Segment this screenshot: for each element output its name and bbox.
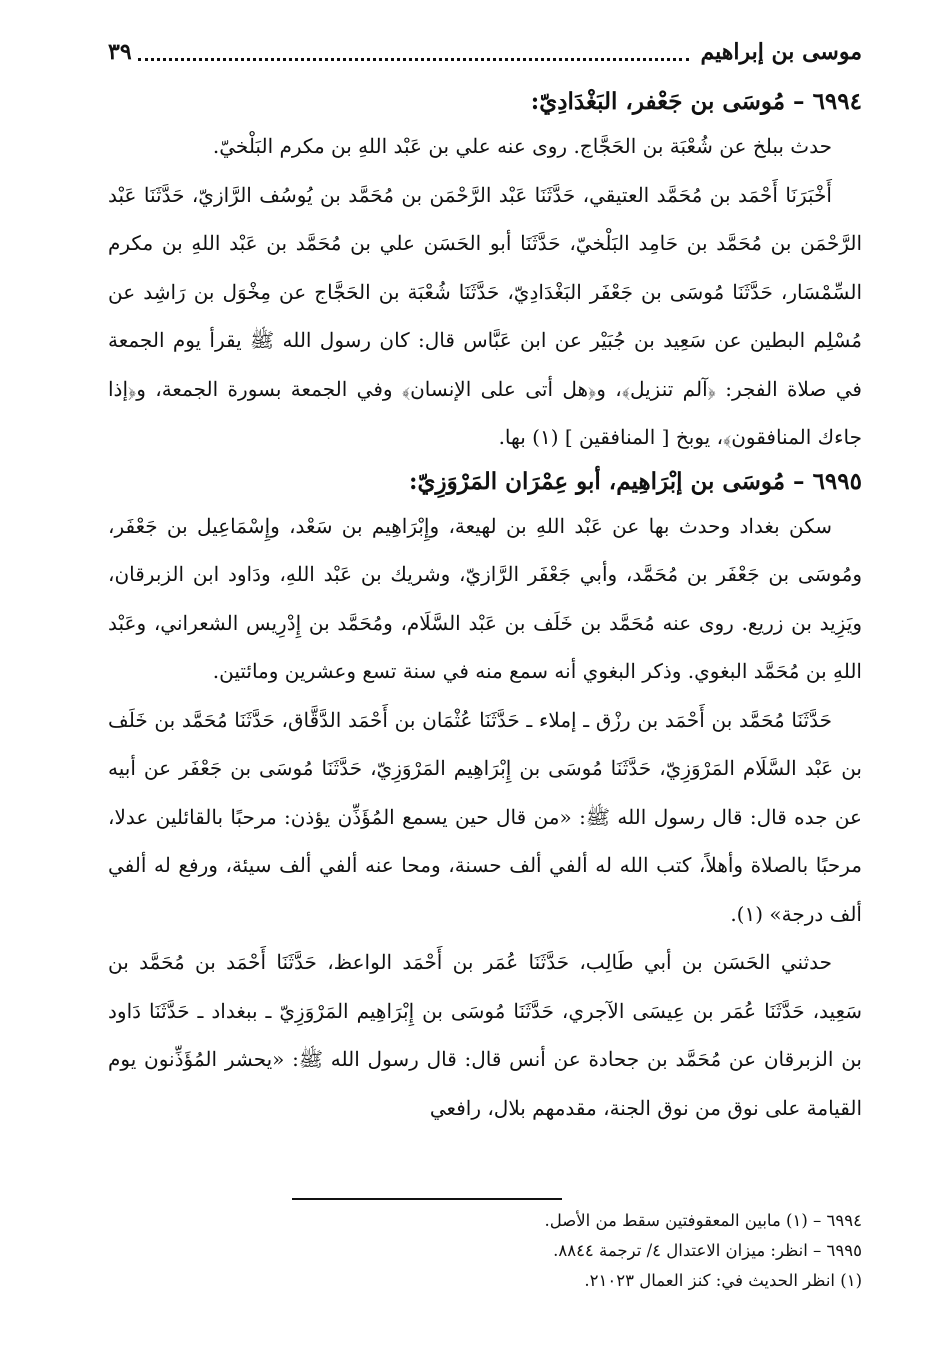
entry-6995-paragraph: سكن بغداد وحدث بها عن عَبْد اللهِ بن لهيعة، وإِبْرَاهِيم بن سَعْد، وإِسْمَاعِيل بن جَعْفَر، ومُوسَى بن جَعْفَر بن مُحَمَّد، وأبي جَعْفَر الرَّازيّ، وشريك بن عَبْد اللهِ، ودَاود ابن الزبرقان، ويَزِيد بن زريع. روى عنه مُحَمَّد بن خَلَف بن عَبْد السَّلَام، ومُحَمَّد بن إِدْرِيس الشعراني، وعَبْد اللهِ بن مُحَمَّد البغوي. وذكر البغوي أنه سمع منه في سنة تسع وعشرين ومائتين. <box>108 513 862 683</box>
footnote-separator <box>292 1198 562 1200</box>
running-header <box>108 36 862 68</box>
entry-6995-paragraph: حدثني الحَسَن بن أبي طَالِب، حَدَّثَنَا عُمَر بن أَحْمَد الواعظ، حَدَّثَنَا أَحْمَد بن مُحَمَّد بن سَعِيد، حَدَّثَنَا عُمَر بن عِيسَى الآجري، حَدَّثَنَا مُوسَى بن إِبْرَاهِيم المَرْوَزِيّ ـ ببغداد ـ حَدَّثَنَا دَاود بن الزبرقان عن مُحَمَّد بن جحادة عن أنس قال: قال رسول الله ﷺ: «يحشر المُؤَذِّنون يوم القيامة على نوق من نوق الجنة، مقدمهم بلال، رافعي <box>108 950 862 1120</box>
entry-6995-paragraph: حَدَّثَنَا مُحَمَّد بن أَحْمَد بن رزْق ـ إملاء ـ حَدَّثَنَا عُثْمَان بن أَحْمَد الدَّقَّاق، حَدَّثَنَا مُحَمَّد بن خَلَف بن عَبْد السَّلَام المَرْوَزِيّ، حَدَّثَنَا مُوسَى بن إِبْرَاهِيم المَرْوَزِيّ، حَدَّثَنَا مُوسَى بن جَعْفَر عن أبيه عن جده قال: قال رسول الله ﷺ: «من قال حين يسمع المُؤَذِّن يؤذن: مرحبًا بالقائلين عدلا، مرحبًا بالصلاة وأهلاً، كتب الله له ألفي ألف حسنة، ومحا عنه ألفي ألف سيئة، ورفع له ألفي ألف درجة» (١). <box>108 707 862 926</box>
entry-6994-paragraph: أَخْبَرَنَا أَحْمَد بن مُحَمَّد العتيقي، حَدَّثَنَا عَبْد الرَّحْمَن بن مُحَمَّد بن يُوسُف الرَّازيّ، حَدَّثَنَا عَبْد الرَّحْمَن بن مُحَمَّد بن حَامِد البَلْخيّ، حَدَّثَنَا أبو الحَسَن علي بن مُحَمَّد بن عَبْد اللهِ بن مكرم السِّمْسَار، حَدَّثَنَا مُوسَى بن جَعْفَر البَغْدَادِيّ، حَدَّثَنَا شُعْبَة بن الحَجَّاج عن مِخْوَل بن رَاشِد عن مُسْلِم البطين عن سَعِيد بن جُبَيْر عن ابن عَبَّاس قال: كان رسول الله ﷺ يقرأ يوم الجمعة في صلاة الفجر: ﴿آلم تنزيل﴾، و﴿هل أتى على الإنسان﴾ وفي الجمعة بسورة الجمعة، و﴿إذا جاءك المنافقون﴾، يوبخ [ المنافقين ] (١) بها. <box>108 182 863 449</box>
page-body <box>108 82 862 1132</box>
footnote: (١) انظر الحديث في: كنز العمال ٢١٠٢٣. <box>584 1271 862 1290</box>
footnotes <box>108 1206 862 1296</box>
entry-heading-6995: ٦٩٩٥ – مُوسَى بن إبْرَاهِيم، أبو عِمْرَان المَرْوَزِيّ: <box>409 467 862 495</box>
running-header-title: موسى بن إبراهيم <box>700 39 862 65</box>
entry-6994-paragraph: حدث ببلخ عن شُعْبَة بن الحَجَّاج. روى عنه علي بن عَبْد اللهِ بن مكرم البَلْخيّ. <box>212 134 832 158</box>
entry-heading-6994: ٦٩٩٤ – مُوسَى بن جَعْفر، البَغْدَادِيّ: <box>530 88 862 115</box>
header-dot-leader <box>138 44 689 61</box>
footnote: ٦٩٩٤ – (١) مابين المعقوفتين سقط من الأصل. <box>544 1211 862 1230</box>
footnote: ٦٩٩٥ – انظر: ميزان الاعتدال ٤/ ترجمة ٨٨٤٤. <box>553 1241 862 1260</box>
page-number: ٣٩ <box>108 39 132 65</box>
